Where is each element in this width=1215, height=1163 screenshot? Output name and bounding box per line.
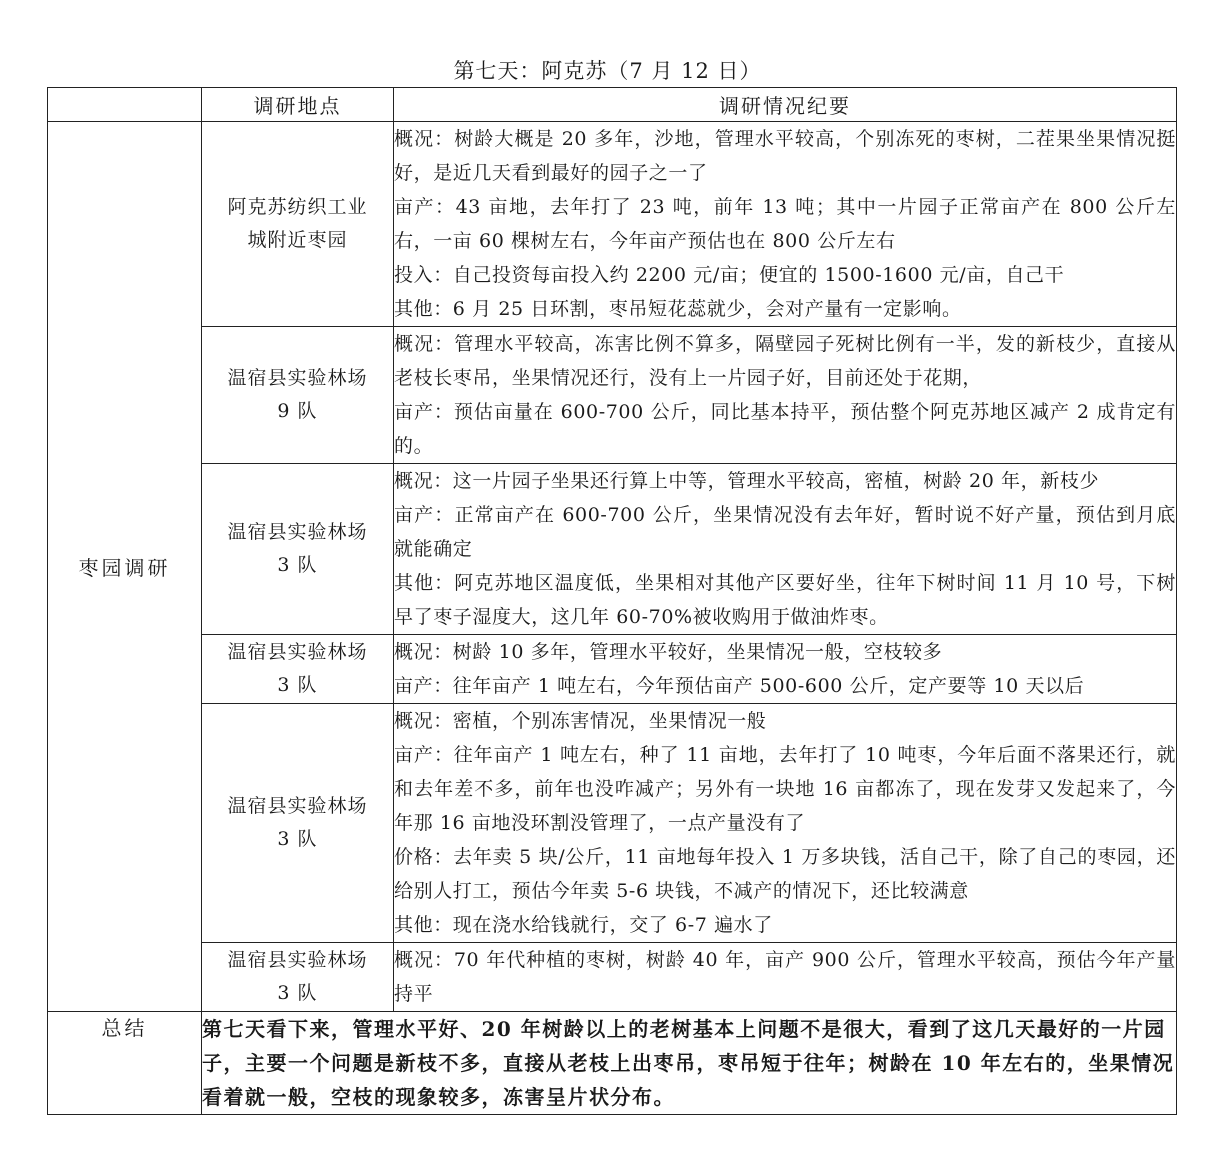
header-row [48, 88, 1177, 122]
summary-label: 总结 [48, 1012, 202, 1115]
table-row [48, 704, 1177, 943]
location-line: 温宿县实验林场 [227, 795, 368, 817]
note-line: 价格：去年卖 5 块/公斤，11 亩地每年投入 1 万多块钱，活自己干，除了自己的枣园，还给别人打工，预估今年卖 5-6 块钱，不减产的情况下，还比较满意 [394, 846, 1176, 902]
note-line: 投入：自己投资每亩投入约 2200 元/亩；便宜的 1500-1600 元/亩，自己干 [394, 264, 1065, 286]
notes-cell [394, 704, 1177, 943]
notes-cell [394, 327, 1177, 464]
category-cell: 枣园调研 [48, 122, 202, 1012]
note-line: 概况：树龄 10 多年，管理水平较好，坐果情况一般，空枝较多 [394, 641, 943, 663]
header-location: 调研地点 [202, 88, 394, 122]
note-line: 亩产：正常亩产在 600-700 公斤，坐果情况没有去年好，暂时说不好产量，预估到月底就能确定 [394, 504, 1176, 560]
notes-cell [394, 635, 1177, 704]
location-line: 温宿县实验林场 [227, 367, 368, 389]
note-line: 亩产：往年亩产 1 吨左右，种了 11 亩地，去年打了 10 吨枣，今年后面不落果还行，就和去年差不多，前年也没咋减产；另外有一块地 16 亩都冻了，现在发芽又发起来了，今年那 16 亩地没环割没管理了，一点产量没有了 [394, 744, 1176, 834]
note-line: 概况：密植，个别冻害情况，坐果情况一般 [394, 710, 767, 732]
table-row [48, 943, 1177, 1012]
location-line: 温宿县实验林场 [227, 641, 368, 663]
header-blank [48, 88, 202, 122]
notes-cell [394, 122, 1177, 327]
notes-cell [394, 943, 1177, 1012]
note-line: 其他：6 月 25 日环割，枣吊短花蕊就少，会对产量有一定影响。 [394, 298, 962, 320]
header-notes: 调研情况纪要 [394, 88, 1177, 122]
summary-text: 第七天看下来，管理水平好、20 年树龄以上的老树基本上问题不是很大，看到了这几天最好的一片园子，主要一个问题是新枝不多，直接从老枝上出枣吊，枣吊短于往年；树龄在 10 年左右的，坐果情况看着就一般，空枝的现象较多，冻害呈片状分布。 [202, 1012, 1177, 1115]
table-row [48, 122, 1177, 327]
table-row [48, 327, 1177, 464]
location-line: 3 队 [277, 982, 318, 1004]
note-line: 其他：现在浇水给钱就行，交了 6-7 遍水了 [394, 914, 773, 936]
survey-table [47, 87, 1177, 1115]
location-line: 温宿县实验林场 [227, 521, 368, 543]
summary-row [48, 1012, 1177, 1115]
location-cell [202, 464, 394, 635]
location-line: 温宿县实验林场 [227, 949, 368, 971]
location-line: 9 队 [277, 400, 318, 422]
note-line: 概况：这一片园子坐果还行算上中等，管理水平较高，密植，树龄 20 年，新枝少 [394, 470, 1100, 492]
location-line: 3 队 [277, 554, 318, 576]
notes-cell [394, 464, 1177, 635]
location-cell [202, 943, 394, 1012]
location-cell [202, 704, 394, 943]
note-line: 亩产：往年亩产 1 吨左右，今年预估亩产 500-600 公斤，定产要等 10 天以后 [394, 675, 1085, 697]
page-title: 第七天：阿克苏（7 月 12 日） [453, 59, 762, 83]
location-cell [202, 122, 394, 327]
location-line: 城附近枣园 [247, 229, 348, 251]
note-line: 亩产：43 亩地，去年打了 23 吨，前年 13 吨；其中一片园子正常亩产在 800 公斤左右，一亩 60 棵树左右，今年亩产预估也在 800 公斤左右 [394, 196, 1176, 252]
location-line: 阿克苏纺织工业 [227, 196, 368, 218]
note-line: 概况：管理水平较高，冻害比例不算多，隔壁园子死树比例有一半，发的新枝少，直接从老枝长枣吊，坐果情况还行，没有上一片园子好，目前还处于花期， [394, 333, 1176, 389]
table-row [48, 635, 1177, 704]
location-line: 3 队 [277, 674, 318, 696]
note-line: 其他：阿克苏地区温度低，坐果相对其他产区要好坐，往年下树时间 11 月 10 号，下树早了枣子湿度大，这几年 60-70%被收购用于做油炸枣。 [394, 572, 1176, 628]
note-line: 概况：70 年代种植的枣树，树龄 40 年，亩产 900 公斤，管理水平较高，预估今年产量持平 [394, 949, 1176, 1005]
location-line: 3 队 [277, 828, 318, 850]
note-line: 概况：树龄大概是 20 多年，沙地，管理水平较高，个别冻死的枣树，二茬果坐果情况挺好，是近几天看到最好的园子之一了 [394, 128, 1176, 184]
table-row [48, 464, 1177, 635]
location-cell [202, 635, 394, 704]
location-cell [202, 327, 394, 464]
note-line: 亩产：预估亩量在 600-700 公斤，同比基本持平，预估整个阿克苏地区减产 2 成肯定有的。 [394, 401, 1176, 457]
